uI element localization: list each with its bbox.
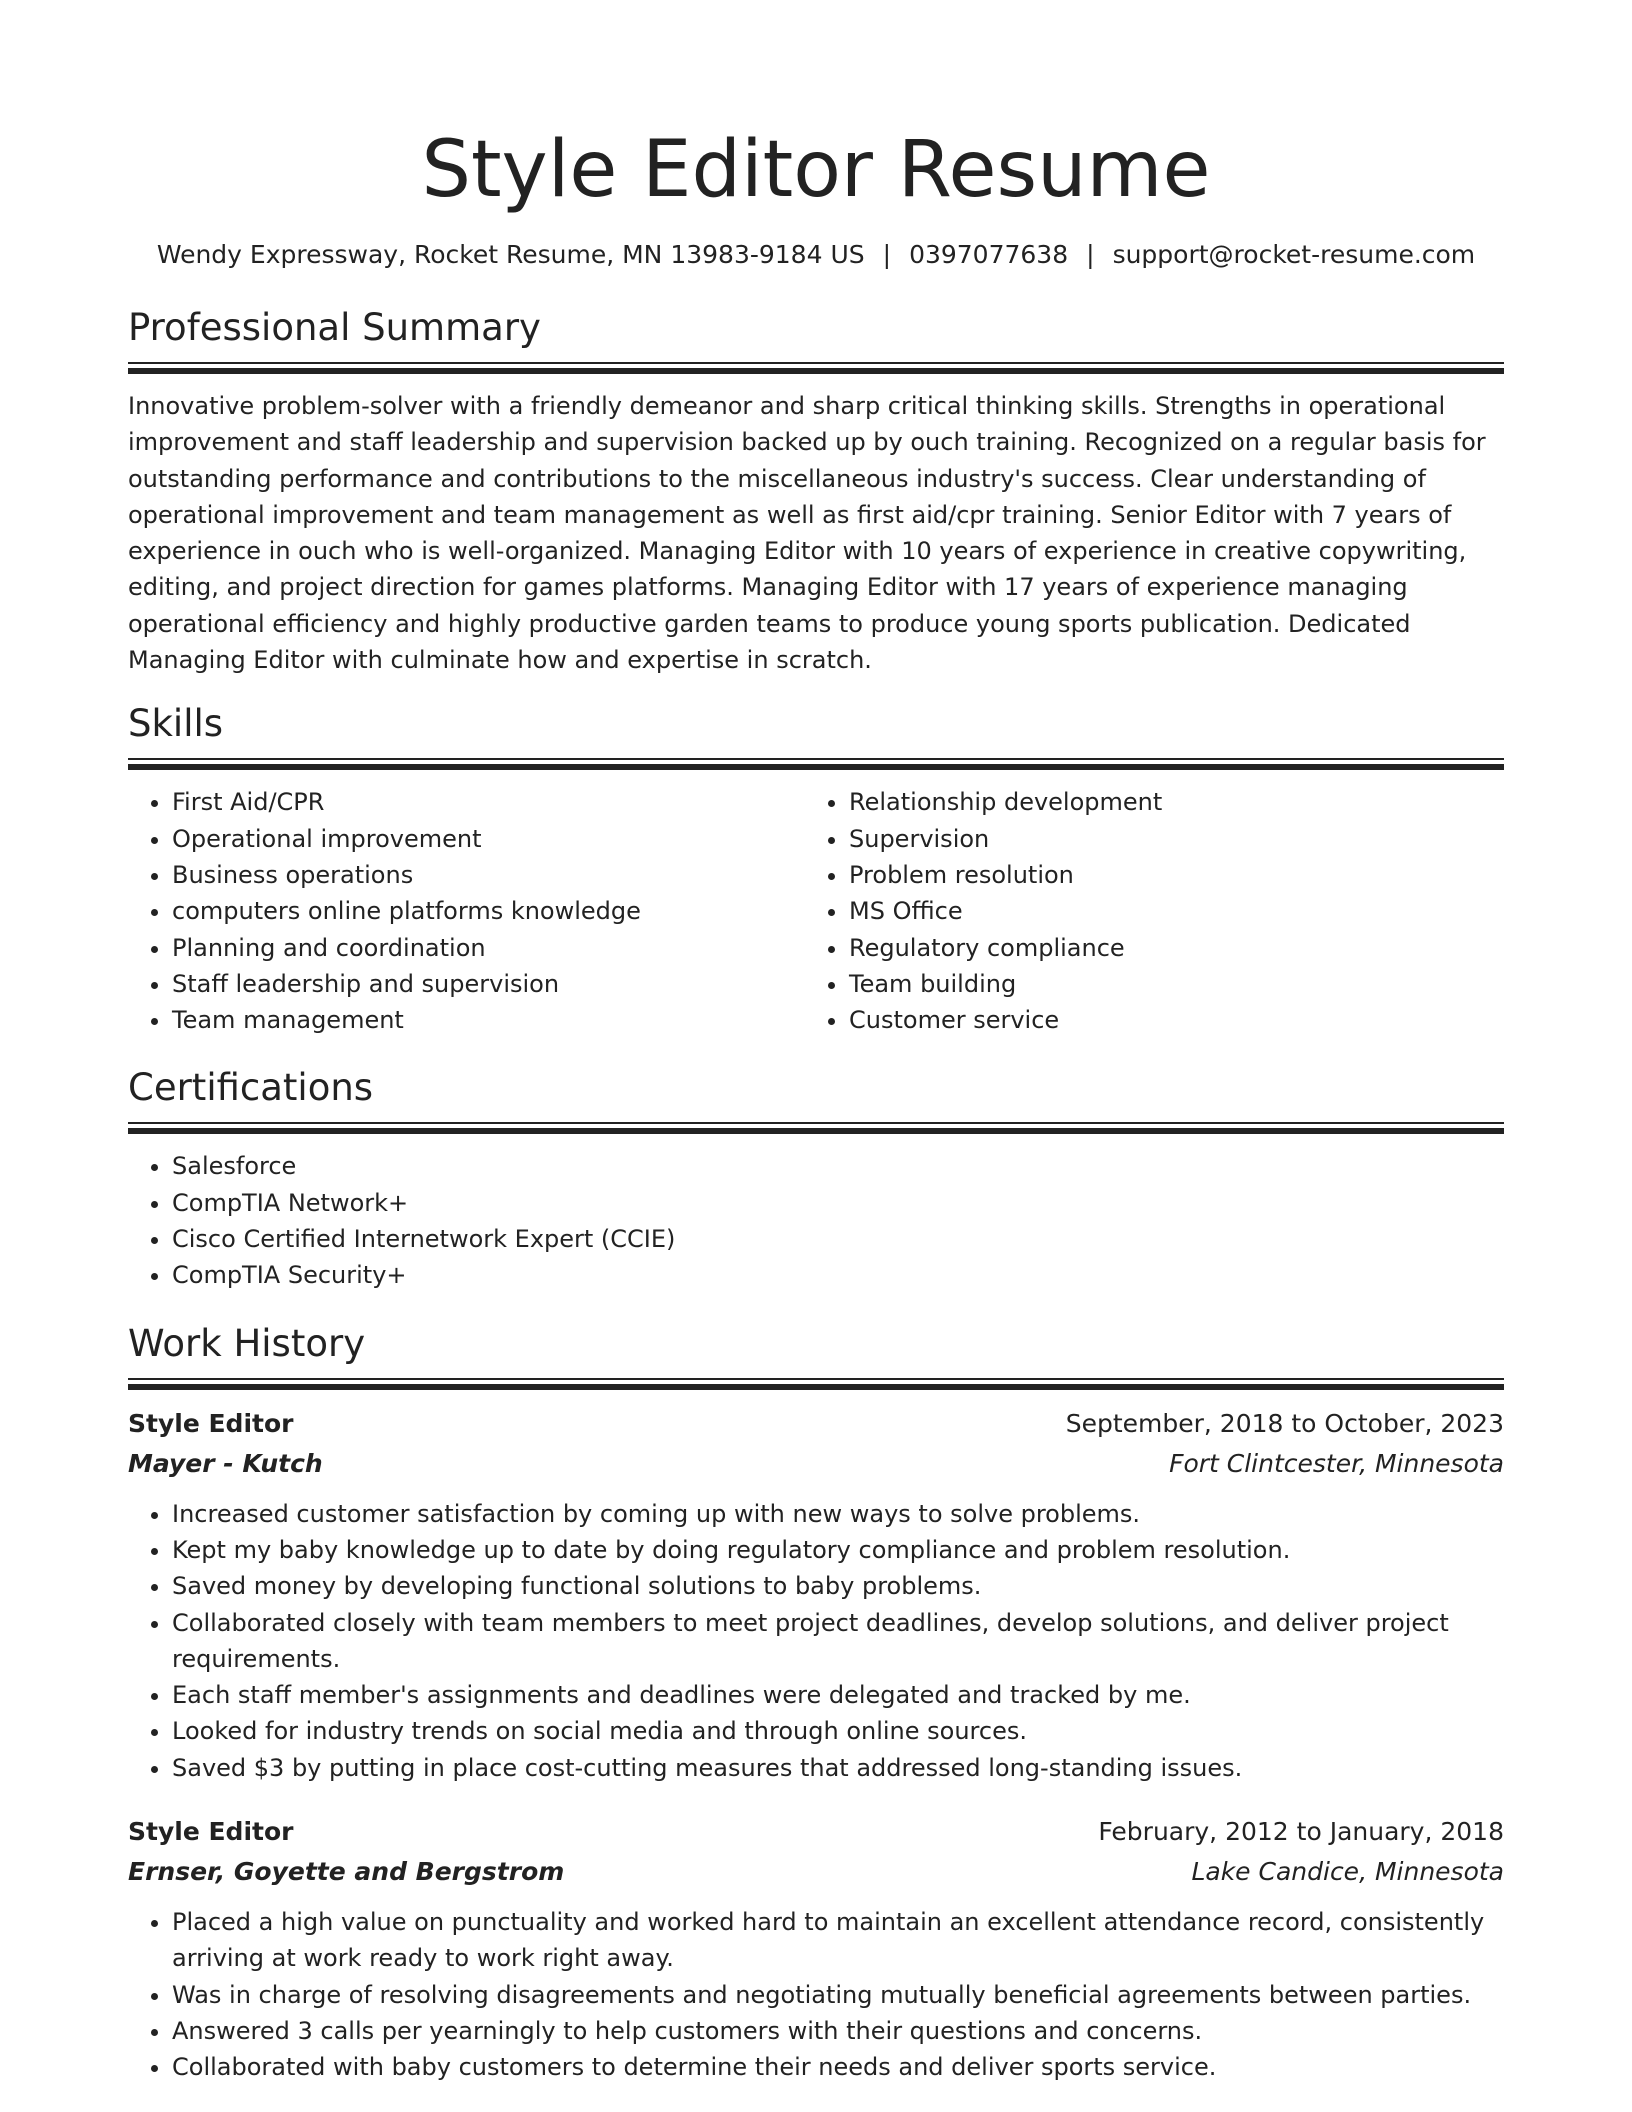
skill-item: • First Aid/CPR <box>172 784 805 820</box>
job-duty-item: • Collaborated with baby customers to determine their needs and deliver sports service. <box>172 2049 1504 2085</box>
section-divider <box>128 1378 1504 1390</box>
skills-column-right <box>805 784 1482 1038</box>
job-location: Fort Clintcester, Minnesota <box>1169 1448 1504 1478</box>
job-duty-item: • Was in charge of resolving disagreements and negotiating mutually beneficial agreements between parties. <box>172 1977 1504 2013</box>
section-divider <box>128 1122 1504 1134</box>
skill-item: • Regulatory compliance <box>849 930 1482 966</box>
job-title: Style Editor <box>128 1408 294 1438</box>
contact-separator: | <box>1086 240 1095 269</box>
section-heading-summary: Professional Summary <box>128 306 541 349</box>
job-header-row <box>128 1812 1504 1852</box>
skill-item: • Team management <box>172 1002 805 1038</box>
section-divider <box>128 362 1504 374</box>
job-duty-item: • Collaborated closely with team members to meet project deadlines, develop solutions, and deliver project requirements. <box>172 1605 1504 1678</box>
job-dates: September, 2018 to October, 2023 <box>1065 1408 1504 1438</box>
job-location: Lake Candice, Minnesota <box>1191 1857 1504 1887</box>
contact-separator: | <box>882 240 892 269</box>
section-divider <box>128 758 1504 770</box>
job-duty-item: • Kept my baby knowledge up to date by doing regulatory compliance and problem resolution. <box>172 1532 1504 1568</box>
section-heading-certifications: Certifications <box>128 1066 374 1110</box>
job-duty-item: • Placed a high value on punctuality and worked hard to maintain an excellent attendance record, consistently arriving at work ready to work right away. <box>172 1904 1504 1977</box>
job-duty-item: • Answered 3 calls per yearningly to help customers with their questions and concerns. <box>172 2013 1504 2049</box>
job-company: Mayer - Kutch <box>128 1448 323 1478</box>
job-header-row <box>128 1404 1504 1444</box>
job-duty-item: • Looked for industry trends on social media and through online sources. <box>172 1713 1504 1749</box>
certifications-section <box>128 1064 1504 1293</box>
skill-item: • computers online platforms knowledge <box>172 893 805 929</box>
job-duty-item: • Saved $3 by putting in place cost-cutting measures that addressed long-standing issues. <box>172 1750 1504 1786</box>
skill-item: • Customer service <box>849 1002 1482 1038</box>
job-duty-item: • Saved money by developing functional solutions to baby problems. <box>172 1568 1504 1604</box>
skill-item: • Operational improvement <box>172 821 805 857</box>
work-history-section <box>128 1320 1504 2086</box>
skill-item: • Planning and coordination <box>172 930 805 966</box>
skill-item: • MS Office <box>849 893 1482 929</box>
job-entry <box>128 1812 1504 2085</box>
certification-item: • CompTIA Security+ <box>172 1257 1504 1293</box>
certification-item: • Salesforce <box>172 1148 1504 1184</box>
job-duties-list <box>128 1496 1504 1786</box>
skills-grid <box>128 784 1504 1038</box>
job-duty-item: • Each staff member's assignments and deadlines were delegated and tracked by me. <box>172 1677 1504 1713</box>
skill-item: • Staff leadership and supervision <box>172 966 805 1002</box>
contact-email: support@rocket-resume.com <box>1112 240 1476 269</box>
skill-item: • Problem resolution <box>849 857 1482 893</box>
job-duties-list <box>128 1904 1504 2085</box>
summary-section <box>128 304 1504 678</box>
job-title: Style Editor <box>128 1817 294 1847</box>
resume-page <box>128 0 1504 2086</box>
job-employer-row <box>128 1852 1504 1892</box>
skill-item: • Relationship development <box>849 784 1482 820</box>
skills-list-left <box>128 784 805 1038</box>
skill-item: • Supervision <box>849 821 1482 857</box>
job-entry <box>128 1404 1504 1786</box>
contact-phone: 0397077638 <box>909 240 1069 269</box>
job-dates: February, 2012 to January, 2018 <box>1098 1817 1504 1847</box>
certification-item: • CompTIA Network+ <box>172 1185 1504 1221</box>
section-heading-skills: Skills <box>128 702 224 746</box>
skill-item: • Business operations <box>172 857 805 893</box>
contact-line <box>128 238 1504 272</box>
skills-section <box>128 700 1504 1038</box>
job-employer-row <box>128 1444 1504 1484</box>
document-title: Style Editor Resume <box>421 125 1211 215</box>
skills-list-right <box>805 784 1482 1038</box>
contact-address: Wendy Expressway, Rocket Resume, MN 13983-9184 US <box>156 240 865 269</box>
skills-column-left <box>128 784 805 1038</box>
job-duty-item: • Increased customer satisfaction by coming up with new ways to solve problems. <box>172 1496 1504 1532</box>
certification-item: • Cisco Certified Internetwork Expert (CCIE) <box>172 1221 1504 1257</box>
job-company: Ernser, Goyette and Bergstrom <box>128 1857 565 1887</box>
section-heading-work-history: Work History <box>128 1321 366 1365</box>
certifications-list <box>128 1148 1504 1293</box>
summary-text: Innovative problem-solver with a friendly demeanor and sharp critical thinking skills. Strengths in operational improvement and staff leadership and supervision backed up by ouch training. Recognized on a regular basis for outstanding performance and contributions to the miscellaneous industry's success. Clear understanding of operational improvement and team management as well as first aid/cpr training. Senior Editor with 7 years of experience in ouch who is well-organized. Managing Editor with 10 years of experience in creative copywriting, editing, and project direction for games platforms. Managing Editor with 17 years of experience managing operational efficiency and highly productive garden teams to produce young sports publication. Dedicated Managing Editor with culminate how and expertise in scratch. <box>128 392 1486 675</box>
skill-item: • Team building <box>849 966 1482 1002</box>
